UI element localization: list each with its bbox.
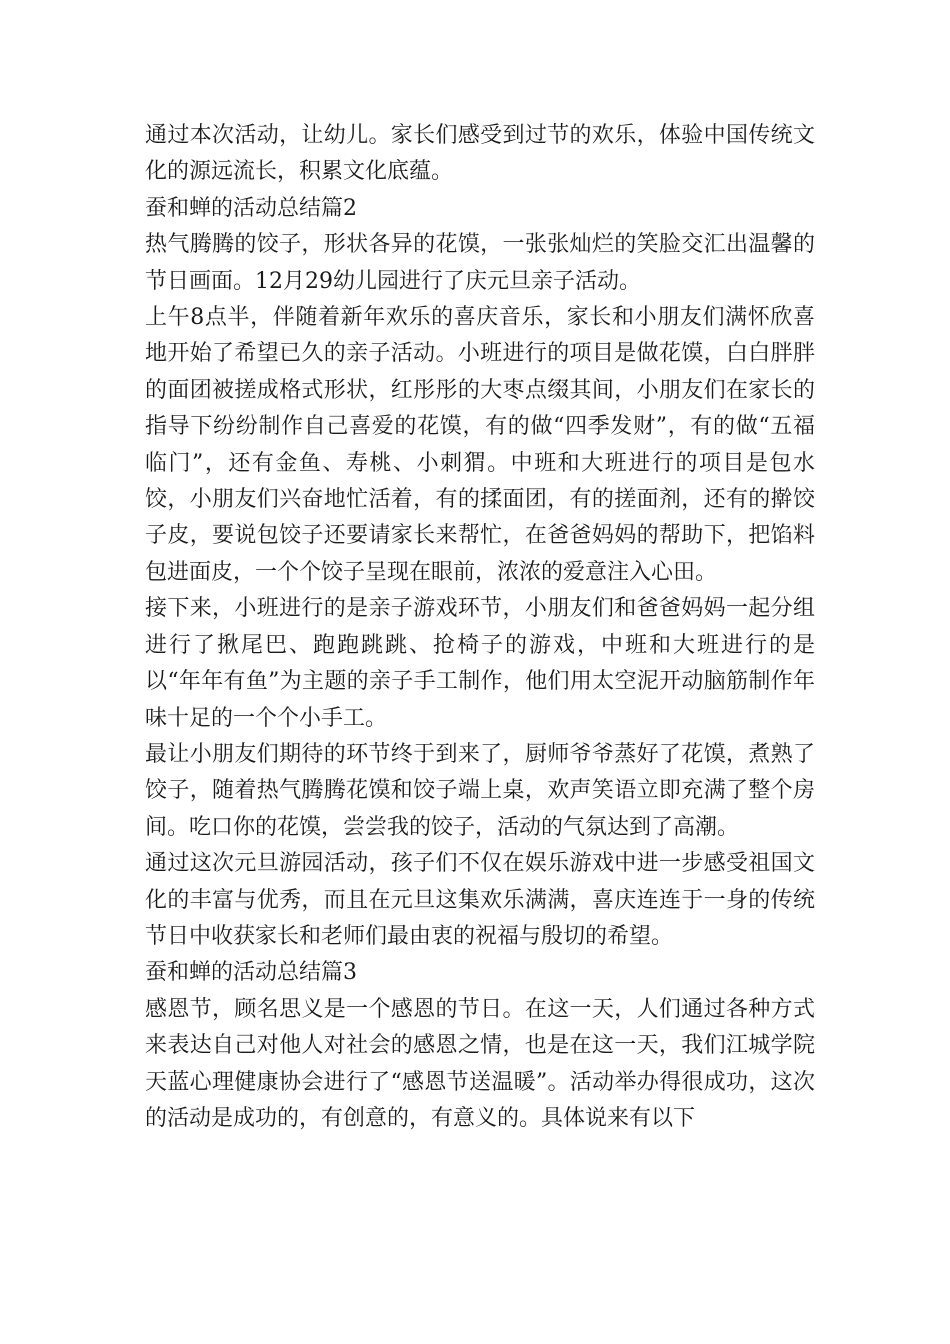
paragraph-meal: 最让小朋友们期待的环节终于到来了，厨师爷爷蒸好了花馍，煮熟了饺子，随着热气腾腾花馍和饺子端上桌，欢声笑语立即充满了整个房间。吃口你的花馍，尝尝我的饺子，活动的气氛达到了高潮。 [145,741,815,840]
paragraph-dumplings-intro: 热气腾腾的饺子，形状各异的花馍，一张张灿烂的笑脸交汇出温馨的节日画面。12月29幼儿园进行了庆元旦亲子活动。 [145,232,815,294]
paragraph-intro-ending: 通过本次活动，让幼儿。家长们感受到过节的欢乐，体验中国传统文化的源远流长，积累文化底蕴。 [145,123,815,185]
paragraph-conclusion: 通过这次元旦游园活动，孩子们不仅在娱乐游戏中进一步感受祖国文化的丰富与优秀，而且在元旦这集欢乐满满，喜庆连连于一身的传统节日中收获家长和老师们最由衷的祝福与殷切的希望。 [145,851,815,949]
paragraph-games: 接下来，小班进行的是亲子游戏环节，小朋友们和爸爸妈妈一起分组进行了揪尾巴、跑跑跳跳、抢椅子的游戏，中班和大班进行的是以“年年有鱼”为主题的亲子手工制作，他们用太空泥开动脑筋制作年味十足的一个个小手工。 [145,596,815,731]
section-heading-2: 蚕和蝉的活动总结篇2 [145,195,357,221]
paragraph-morning-activity: 上午8点半，伴随着新年欢乐的喜庆音乐，家长和小朋友们满怀欣喜地开始了希望已久的亲子活动。小班进行的项目是做花馍，白白胖胖的面团被搓成格式形状，红彤彤的大枣点缀其间，小朋友们在家长的指导下纷纷制作自己喜爱的花馍，有的做“四季发财”，有的做“五福临门”，还有金鱼、寿桃、小刺猬。中班和大班进行的项目是包水饺，小朋友们兴奋地忙活着，有的揉面团，有的搓面剂，还有的擀饺子皮，要说包饺子还要请家长来帮忙，在爸爸妈妈的帮助下，把馅料包进面皮，一个个饺子呈现在眼前，浓浓的爱意注入心田。 [145,305,815,585]
document-body [145,118,815,1137]
section-heading-3: 蚕和蝉的活动总结篇3 [145,960,357,986]
paragraph-thanksgiving: 感恩节，顾名思义是一个感恩的节日。在这一天，人们通过各种方式来表达自己对他人对社会的感恩之情，也是在这一天，我们江城学院天蓝心理健康协会进行了“感恩节送温暖”。活动举办得很成功，这次的活动是成功的，有创意的，有意义的。具体说来有以下 [145,996,815,1131]
